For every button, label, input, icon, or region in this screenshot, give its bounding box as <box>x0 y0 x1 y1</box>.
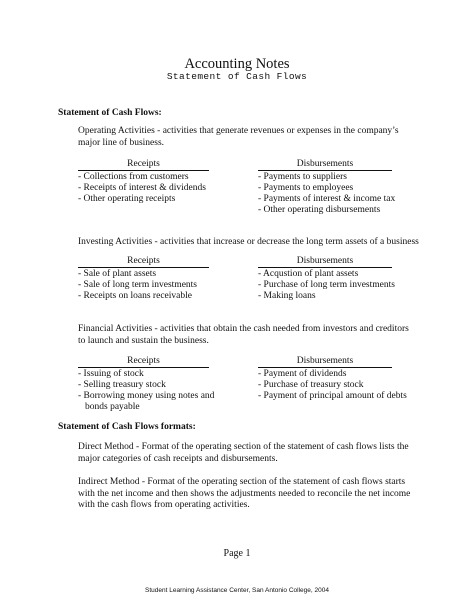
list-item: - Payment of dividends <box>258 369 438 380</box>
investing-disbursements-list <box>258 269 438 302</box>
investing-activities-description: Investing Activities - activities that increase or decrease the long term assets of a business <box>78 237 419 247</box>
list-item: - Payments of interest & income tax <box>258 194 438 205</box>
list-item: - Collections from customers <box>78 172 248 183</box>
list-item: - Payments to employees <box>258 183 438 194</box>
operating-receipts-list <box>78 172 248 205</box>
document-title: Accounting Notes <box>184 56 290 72</box>
operating-activities-text: Operating Activities - activities that generate revenues or expenses in the company’s major line of business. <box>78 126 399 148</box>
financial-disbursements-list <box>258 369 438 402</box>
list-item: - Payment of principal amount of debts <box>258 391 438 402</box>
list-item: - Issuing of stock <box>78 369 226 380</box>
section-heading-formats: Statement of Cash Flows formats: <box>58 422 196 432</box>
list-item: - Purchase of treasury stock <box>258 380 438 391</box>
operating-activities-description <box>78 126 418 149</box>
list-item: - Selling treasury stock <box>78 380 226 391</box>
investing-receipts-header: Receipts <box>78 256 209 268</box>
operating-disbursements-list <box>258 172 438 216</box>
investing-receipts-list <box>78 269 248 302</box>
financial-disbursements-header: Disbursements <box>258 356 392 368</box>
list-item: - Sale of plant assets <box>78 269 248 280</box>
operating-receipts-header: Receipts <box>78 159 209 171</box>
financial-receipts-list <box>78 369 226 413</box>
page-number: Page 1 <box>223 548 251 559</box>
list-item: - Receipts on loans receivable <box>78 291 248 302</box>
list-item: - Acqustion of plant assets <box>258 269 438 280</box>
page-footer: Student Learning Assistance Center, San Antonio College, 2004 <box>145 587 329 594</box>
operating-disbursements-header: Disbursements <box>258 159 392 171</box>
list-item: - Other operating receipts <box>78 194 248 205</box>
investing-disbursements-header: Disbursements <box>258 256 392 268</box>
list-item: - Payments to suppliers <box>258 172 438 183</box>
financial-receipts-header: Receipts <box>78 356 209 368</box>
list-item: - Making loans <box>258 291 438 302</box>
section-heading-cash-flows: Statement of Cash Flows: <box>58 108 162 118</box>
list-item: - Other operating disbursements <box>258 205 438 216</box>
list-item: - Purchase of long term investments <box>258 280 438 291</box>
direct-method-description: Direct Method - Format of the operating section of the statement of cash flows lists the major categories of cash receipts and disbursements. <box>78 442 409 464</box>
list-item: - Sale of long term investments <box>78 280 248 291</box>
financial-activities-description: Financial Activities - activities that obtain the cash needed from investors and creditors to launch and sustain the business. <box>78 324 409 346</box>
list-item: - Receipts of interest & dividends <box>78 183 248 194</box>
document-subtitle: Statement of Cash Flows <box>166 71 308 82</box>
list-item: - Borrowing money using notes and bonds payable <box>78 391 226 413</box>
indirect-method-description: Indirect Method - Format of the operating section of the statement of cash flows starts with the net income and then shows the adjustments needed to reconcile the net income with the cash flows from operating activities. <box>78 477 411 510</box>
